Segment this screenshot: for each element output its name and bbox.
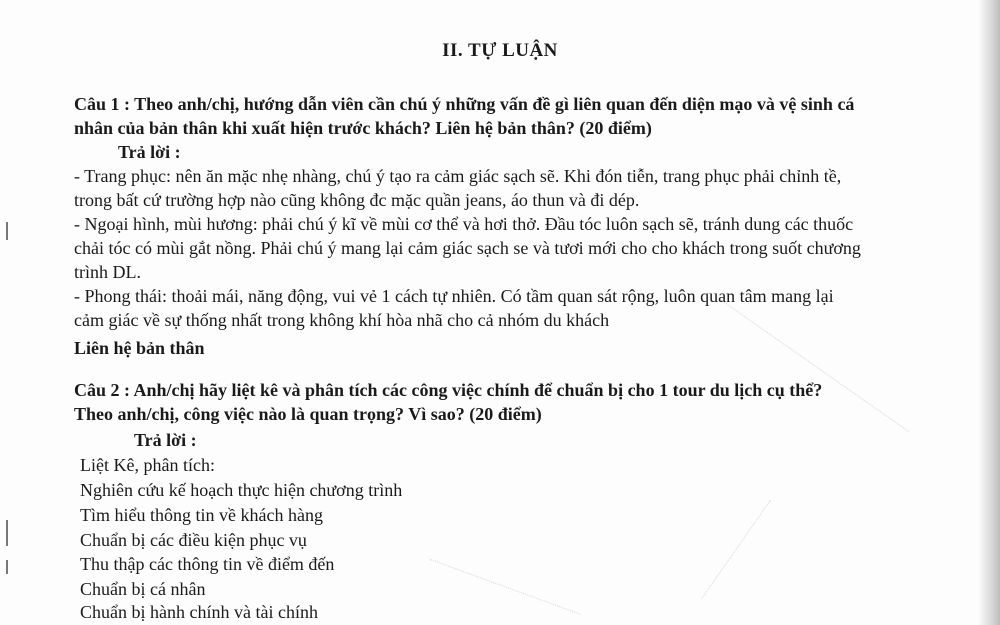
- q1-question-line: nhân của bản thân khi xuất hiện trước khách? Liên hệ bản thân? (20 điểm): [74, 118, 652, 138]
- q1-answer-label: Trả lời :: [118, 142, 181, 162]
- q2-list-item: Chuẩn bị cá nhân: [80, 579, 206, 599]
- q2-list-item: Nghiên cứu kế hoạch thực hiện chương trình: [80, 480, 403, 500]
- scan-edge-mark: [6, 222, 8, 240]
- scan-edge-mark: [6, 520, 8, 546]
- q2-question-line: Câu 2 : Anh/chị hãy liệt kê và phân tích các công việc chính để chuẩn bị cho 1 tour du lịch cụ thể?: [74, 380, 823, 400]
- q2-list-item: Thu thập các thông tin về điểm đến: [80, 554, 335, 574]
- section-heading: II. TỰ LUẬN: [442, 40, 558, 61]
- page-edge-shadow: [978, 0, 1000, 625]
- q1-personal-link-label: Liên hệ bản thân: [74, 338, 205, 358]
- q1-answer-line: - Ngoại hình, mùi hương: phải chú ý kĩ về mùi cơ thể và hơi thở. Đầu tóc luôn sạch sẽ, tránh dung các thuốc: [74, 214, 854, 234]
- q1-answer-line: trình DL.: [74, 262, 141, 282]
- q1-answer-line: - Trang phục: nên ăn mặc nhẹ nhàng, chú ý tạo ra cảm giác sạch sẽ. Khi đón tiễn, trang phục phải chỉnh tề,: [74, 166, 842, 186]
- q2-list-item: Chuẩn bị các điều kiện phục vụ: [80, 530, 307, 550]
- q1-answer-line: - Phong thái: thoải mái, năng động, vui vẻ 1 cách tự nhiên. Có tầm quan sát rộng, luôn quan tâm mang lại: [74, 286, 834, 306]
- q2-answer-label: Trả lời :: [134, 430, 197, 450]
- q2-question-line: Theo anh/chị, công việc nào là quan trọng? Vì sao? (20 điểm): [74, 404, 542, 424]
- scan-edge-mark: [6, 560, 8, 574]
- q1-answer-line: cảm giác về sự thống nhất trong không khí hòa nhã cho cả nhóm du khách: [74, 310, 610, 330]
- q1-answer-line: trong bất cứ trường hợp nào cũng không đc mặc quần jeans, áo thun và đi dép.: [74, 190, 640, 210]
- q2-list-item: Chuẩn bị hành chính và tài chính: [80, 602, 318, 622]
- watermark-stroke: [430, 559, 581, 615]
- watermark-stroke: [720, 299, 909, 432]
- q1-question-line: Câu 1 : Theo anh/chị, hướng dẫn viên cần chú ý những vấn đề gì liên quan đến diện mạo và vệ sinh cá: [74, 94, 855, 114]
- q2-list-intro: Liệt Kê, phân tích:: [80, 455, 215, 475]
- watermark-stroke: [701, 500, 771, 599]
- q2-list-item: Tìm hiểu thông tin về khách hàng: [80, 505, 323, 525]
- q1-answer-line: chải tóc có mùi gắt nồng. Phải chú ý mang lại cảm giác sạch se và tươi mới cho cho khách trong suốt chương: [74, 238, 861, 258]
